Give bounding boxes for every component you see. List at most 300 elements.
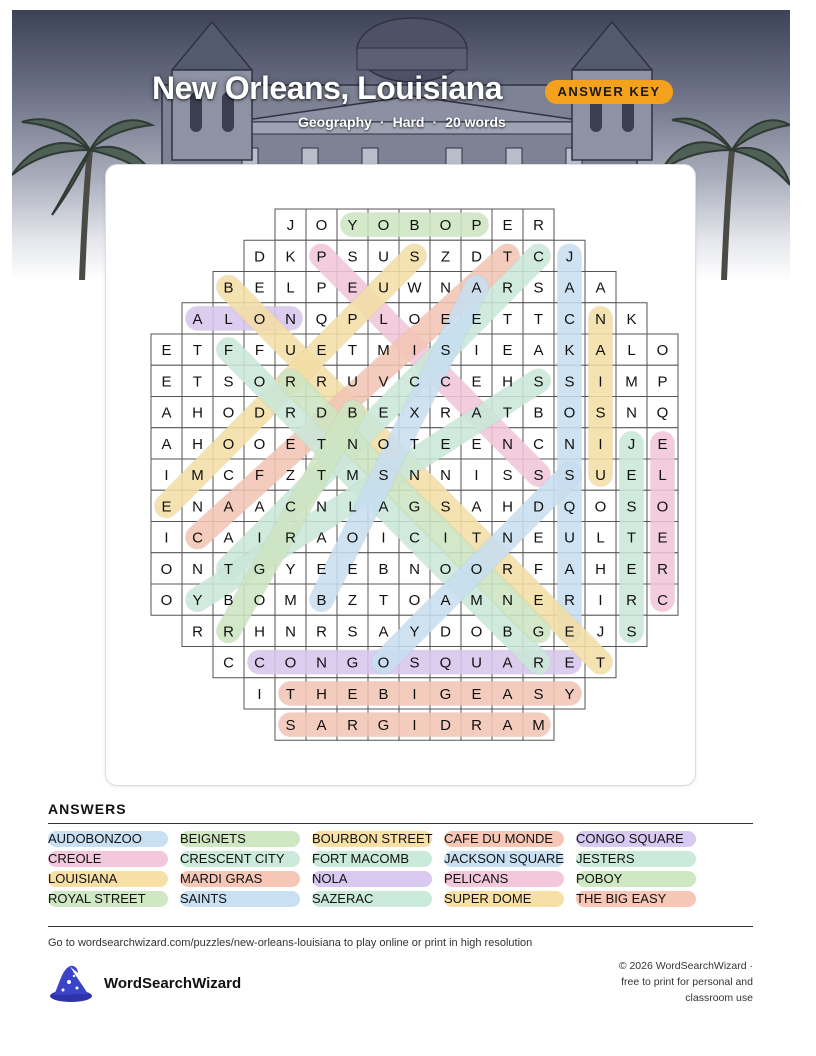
grid-letter: O (439, 560, 452, 578)
grid-letter: I (474, 342, 479, 360)
grid-letter: O (377, 654, 390, 672)
grid-letter: C (657, 592, 668, 610)
grid-letter: A (502, 717, 513, 735)
grid-letter: U (285, 342, 296, 360)
grid-letter: L (658, 467, 667, 485)
grid-letter: E (471, 435, 482, 453)
grid-letter: A (378, 623, 389, 641)
grid-letter: C (533, 248, 544, 266)
grid-letter: M (191, 467, 204, 485)
grid-letter: H (595, 560, 606, 578)
grid-letter: H (254, 623, 265, 641)
grid-letter: A (595, 279, 606, 297)
grid-letter: E (378, 404, 389, 422)
grid-letter: C (285, 498, 296, 516)
grid-letter: I (598, 592, 603, 610)
grid-letter: A (502, 654, 513, 672)
grid-letter: O (253, 592, 266, 610)
grid-letter: I (598, 435, 603, 453)
grid-letter: B (378, 685, 389, 703)
wizard-hat-icon (48, 964, 94, 1004)
grid-letter: T (285, 685, 296, 703)
answer-label: BEIGNETS (180, 831, 246, 846)
answer-word (312, 851, 444, 867)
grid-letter: N (285, 310, 296, 328)
answer-label: ROYAL STREET (48, 891, 146, 906)
grid-letter: S (626, 623, 637, 641)
answer-label: AUDOBONZOO (48, 831, 142, 846)
answer-word (444, 891, 576, 907)
grid-letter: N (595, 310, 606, 328)
answer-label: SUPER DOME (444, 891, 532, 906)
grid-letter: Z (347, 592, 358, 610)
grid-letter: I (164, 529, 169, 547)
grid-letter: A (564, 279, 575, 297)
grid-letter: O (222, 404, 235, 422)
grid-letter: R (316, 373, 327, 391)
copyright-notice (593, 958, 753, 1006)
grid-letter: B (502, 623, 513, 641)
grid-letter: A (316, 529, 327, 547)
grid-letter: T (626, 529, 637, 547)
grid-letter: I (412, 342, 417, 360)
grid-letter: N (409, 560, 420, 578)
grid-letter: M (284, 592, 297, 610)
grid-letter: N (502, 592, 513, 610)
grid-letter: T (347, 342, 358, 360)
grid-letter: C (440, 373, 451, 391)
grid-letter: A (254, 498, 265, 516)
grid-letter: E (440, 435, 451, 453)
grid-letter: M (532, 717, 545, 735)
grid-letter: D (254, 248, 265, 266)
grid-letter: L (379, 310, 388, 328)
grid-letter: R (626, 592, 637, 610)
grid-letter: T (192, 342, 203, 360)
grid-letter: P (471, 217, 482, 235)
grid-letter: C (192, 529, 203, 547)
grid-letter: N (564, 435, 575, 453)
grid-letter: S (533, 685, 544, 703)
grid-letter: R (192, 623, 203, 641)
grid-letter: S (440, 342, 451, 360)
grid-letter: N (440, 467, 451, 485)
grid-letter: O (160, 560, 173, 578)
grid-letter: S (223, 373, 234, 391)
grid-letter: J (596, 623, 605, 641)
grid-letter: F (254, 342, 265, 360)
grid-letter: R (471, 717, 482, 735)
grid-letter: A (161, 435, 172, 453)
grid-letter: A (564, 560, 575, 578)
grid-letter: R (564, 592, 575, 610)
answer-word (48, 891, 180, 907)
grid-letter: P (347, 310, 358, 328)
grid-letter: Q (315, 310, 328, 328)
grid-letter: R (533, 217, 544, 235)
answer-label: CAFE DU MONDE (444, 831, 554, 846)
grid-letter: E (285, 435, 296, 453)
grid-letter: L (627, 342, 636, 360)
grid-letter: G (408, 498, 421, 516)
grid-letter: N (409, 467, 420, 485)
grid-letter: B (378, 560, 389, 578)
grid-letter: I (443, 529, 448, 547)
grid-letter: B (223, 279, 234, 297)
grid-letter: A (440, 592, 451, 610)
answer-label: PELICANS (444, 871, 509, 886)
grid-letter: D (316, 404, 327, 422)
answer-word (180, 831, 312, 847)
answer-word (312, 871, 444, 887)
grid-letter: N (440, 279, 451, 297)
grid-letter: E (502, 342, 513, 360)
meta-separator: · (432, 114, 438, 130)
grid-letter: S (502, 467, 513, 485)
answer-word (444, 851, 576, 867)
grid-letter: Y (347, 217, 358, 235)
grid-letter: L (348, 498, 357, 516)
grid-letter: E (471, 310, 482, 328)
grid-letter: H (502, 373, 513, 391)
grid-letter: A (192, 310, 203, 328)
grid-letter: E (657, 435, 668, 453)
answer-label: FORT MACOMB (312, 851, 410, 866)
grid-letter: B (533, 404, 544, 422)
grid-letter: U (347, 373, 358, 391)
grid-letter: T (595, 654, 606, 672)
grid-letter: O (656, 498, 669, 516)
grid-letter: G (377, 717, 390, 735)
grid-letter: L (224, 310, 233, 328)
grid-letter: T (409, 435, 420, 453)
grid-letter: O (470, 560, 483, 578)
answers-list (48, 831, 753, 907)
grid-letter: E (471, 685, 482, 703)
grid-letter: I (598, 373, 603, 391)
grid-letter: T (502, 248, 513, 266)
grid-letter: E (161, 498, 172, 516)
grid-letter: V (378, 373, 389, 391)
grid-letter: M (470, 592, 483, 610)
grid-letter: A (316, 717, 327, 735)
grid-letter: A (471, 498, 482, 516)
grid-letter: G (346, 654, 359, 672)
grid-letter: T (471, 529, 482, 547)
grid-letter: D (440, 717, 451, 735)
word-count-label: 20 words (445, 114, 506, 130)
grid-letter: R (223, 623, 234, 641)
copyright-line: © 2026 WordSearchWizard · (618, 960, 753, 972)
grid-letter: N (502, 435, 513, 453)
grid-letter: C (254, 654, 265, 672)
grid-letter: J (627, 435, 636, 453)
grid-letter: P (657, 373, 668, 391)
grid-letter: U (595, 467, 606, 485)
grid-letter: T (223, 560, 234, 578)
grid-letter: E (161, 373, 172, 391)
grid-letter: A (223, 498, 234, 516)
grid-letter: I (412, 685, 417, 703)
grid-letter: C (409, 373, 420, 391)
answer-word (48, 851, 180, 867)
grid-letter: C (409, 529, 420, 547)
grid-letter: O (253, 373, 266, 391)
answer-word (180, 871, 312, 887)
answer-label: NOLA (312, 871, 348, 886)
answer-label: LOUISIANA (48, 871, 118, 886)
footer-url-text: Go to wordsearchwizard.com/puzzles/new-orleans-louisiana to play online or print in high resolution (48, 937, 533, 949)
grid-letter: T (502, 310, 513, 328)
grid-letter: E (502, 217, 513, 235)
grid-letter: A (223, 529, 234, 547)
grid-letter: G (532, 623, 545, 641)
copyright-line: free to print for personal and (621, 976, 753, 988)
grid-letter: D (471, 248, 482, 266)
grid-letter: O (408, 310, 421, 328)
grid-letter: E (564, 654, 575, 672)
grid-letter: R (285, 373, 296, 391)
grid-letter: I (257, 529, 262, 547)
grid-letter: Y (192, 592, 203, 610)
answer-word (48, 831, 180, 847)
grid-letter: I (412, 717, 417, 735)
grid-letter: Y (285, 560, 296, 578)
grid-letter: L (596, 529, 605, 547)
grid-letter: S (626, 498, 637, 516)
answer-key-badge: ANSWER KEY (545, 80, 673, 104)
grid-letter: R (440, 404, 451, 422)
grid-letter: M (346, 467, 359, 485)
grid-letter: J (286, 217, 295, 235)
answer-word (576, 831, 708, 847)
answer-word (576, 871, 708, 887)
grid-letter: W (407, 279, 422, 297)
grid-letter: O (346, 529, 359, 547)
grid-letter: E (626, 560, 637, 578)
grid-letter: B (223, 592, 234, 610)
grid-letter: U (378, 248, 389, 266)
grid-letter: E (316, 560, 327, 578)
grid-letter: F (533, 560, 544, 578)
grid-letter: L (286, 279, 295, 297)
answer-label: THE BIG EASY (576, 891, 667, 906)
grid-letter: O (563, 404, 576, 422)
grid-letter: A (378, 498, 389, 516)
grid-letter: O (656, 342, 669, 360)
grid-letter: Q (563, 498, 576, 516)
grid-letter: S (347, 623, 358, 641)
grid-letter: X (409, 404, 420, 422)
answer-label: SAINTS (180, 891, 227, 906)
category-label: Geography (298, 114, 372, 130)
grid-letter: D (533, 498, 544, 516)
grid-letter: H (192, 404, 203, 422)
grid-letter: Q (656, 404, 669, 422)
grid-letter: H (502, 498, 513, 516)
grid-letter: U (378, 279, 389, 297)
grid-letter: E (533, 592, 544, 610)
grid-letter: S (409, 248, 420, 266)
grid-letter: S (595, 404, 606, 422)
grid-letter: A (595, 342, 606, 360)
grid-letter: B (347, 404, 358, 422)
grid-letter: S (347, 248, 358, 266)
grid-letter: Z (285, 467, 296, 485)
grid-letter: R (533, 654, 544, 672)
grid-letter: S (564, 467, 575, 485)
grid-letter: R (285, 529, 296, 547)
grid-letter: N (316, 654, 327, 672)
answer-label: JESTERS (576, 851, 635, 866)
grid-letter: O (439, 217, 452, 235)
brand-name: WordSearchWizard (104, 975, 242, 992)
grid-letter: E (347, 560, 358, 578)
grid-letter: P (316, 248, 327, 266)
grid-letter: B (316, 592, 327, 610)
answer-label: BOURBON STREET (312, 831, 433, 846)
grid-letter: E (626, 467, 637, 485)
grid-letter: N (285, 623, 296, 641)
grid-letter: A (533, 342, 544, 360)
grid-letter: N (316, 498, 327, 516)
grid-letter: S (533, 279, 544, 297)
grid-letter: Q (439, 654, 452, 672)
grid-letter: O (222, 435, 235, 453)
grid-letter: S (564, 373, 575, 391)
answer-label: CONGO SQUARE (576, 831, 684, 846)
grid-letter: E (657, 529, 668, 547)
footer-divider (48, 926, 753, 927)
grid-letter: F (223, 342, 234, 360)
grid-letter: O (284, 654, 297, 672)
answer-label: POBOY (576, 871, 623, 886)
grid-letter: H (316, 685, 327, 703)
puzzle-title: New Orleans, Louisiana (152, 70, 502, 106)
grid-letter: Y (564, 685, 575, 703)
grid-letter: E (161, 342, 172, 360)
grid-letter: O (470, 623, 483, 641)
grid-letter: O (408, 592, 421, 610)
difficulty-label: Hard (392, 114, 425, 130)
answer-word (576, 851, 708, 867)
answers-divider (48, 823, 753, 824)
grid-letter: S (440, 498, 451, 516)
grid-letter: I (257, 685, 262, 703)
grid-letter: A (161, 404, 172, 422)
grid-letter: F (254, 467, 265, 485)
grid-letter: O (315, 217, 328, 235)
grid-letter: O (253, 310, 266, 328)
grid-letter: J (565, 248, 574, 266)
grid-letter: S (285, 717, 296, 735)
grid-letter: O (594, 498, 607, 516)
grid-letter: P (316, 279, 327, 297)
grid-letter: E (533, 529, 544, 547)
grid-letter: K (626, 310, 637, 328)
grid-letter: G (253, 560, 266, 578)
grid-letter: O (160, 592, 173, 610)
grid-letter: E (347, 279, 358, 297)
answer-word (444, 871, 576, 887)
grid-letter: C (564, 310, 575, 328)
grid-letter: T (502, 404, 513, 422)
grid-letter: A (471, 404, 482, 422)
grid-letter: T (378, 592, 389, 610)
grid-letter: C (533, 435, 544, 453)
grid-letter: O (377, 217, 390, 235)
grid-letter: R (657, 560, 668, 578)
grid-letter: T (533, 310, 544, 328)
grid-letter: I (381, 529, 386, 547)
grid-letter: E (471, 373, 482, 391)
answer-label: JACKSON SQUARE (444, 851, 564, 866)
answer-word (180, 891, 312, 907)
grid-letter: E (347, 685, 358, 703)
grid-letter: R (347, 717, 358, 735)
grid-letter: U (564, 529, 575, 547)
grid-letter: E (316, 342, 327, 360)
grid-letter: M (625, 373, 638, 391)
grid-letter: N (192, 560, 203, 578)
grid-letter: S (409, 654, 420, 672)
answer-label: CRESCENT CITY (180, 851, 285, 866)
grid-letter: R (316, 623, 327, 641)
grid-letter: B (409, 217, 420, 235)
grid-letter: R (502, 279, 513, 297)
grid-letter: E (440, 310, 451, 328)
answer-label: MARDI GRAS (180, 871, 263, 886)
grid-letter: D (254, 404, 265, 422)
grid-letter: K (285, 248, 296, 266)
answer-word (576, 891, 708, 907)
answer-word (48, 871, 180, 887)
grid-letter: R (285, 404, 296, 422)
grid-letter: I (164, 467, 169, 485)
grid-letter: G (439, 685, 452, 703)
grid-letter: N (502, 529, 513, 547)
grid-letter: C (223, 467, 234, 485)
grid-letter: A (502, 685, 513, 703)
grid-letter: T (316, 467, 327, 485)
grid-letter: D (440, 623, 451, 641)
grid-letter: A (471, 279, 482, 297)
grid-letter: S (378, 467, 389, 485)
grid-letter: E (254, 279, 265, 297)
grid-letter: U (471, 654, 482, 672)
grid-letter: N (626, 404, 637, 422)
grid-letter: S (533, 373, 544, 391)
grid-letter: T (316, 435, 327, 453)
answer-label: SAZERAC (312, 891, 374, 906)
grid-letter: E (564, 623, 575, 641)
answer-word (312, 891, 444, 907)
grid-letter: S (533, 467, 544, 485)
grid-letter: N (347, 435, 358, 453)
grid-letter: Y (409, 623, 420, 641)
answer-word (180, 851, 312, 867)
grid-letter: K (564, 342, 575, 360)
grid-letter: O (377, 435, 390, 453)
grid-letter: I (474, 467, 479, 485)
grid-letter: Z (440, 248, 451, 266)
answer-word (444, 831, 576, 847)
grid-letter: H (192, 435, 203, 453)
answer-word (312, 831, 444, 847)
grid-letter: N (192, 498, 203, 516)
answer-label: CREOLE (48, 851, 102, 866)
grid-letter: T (192, 373, 203, 391)
